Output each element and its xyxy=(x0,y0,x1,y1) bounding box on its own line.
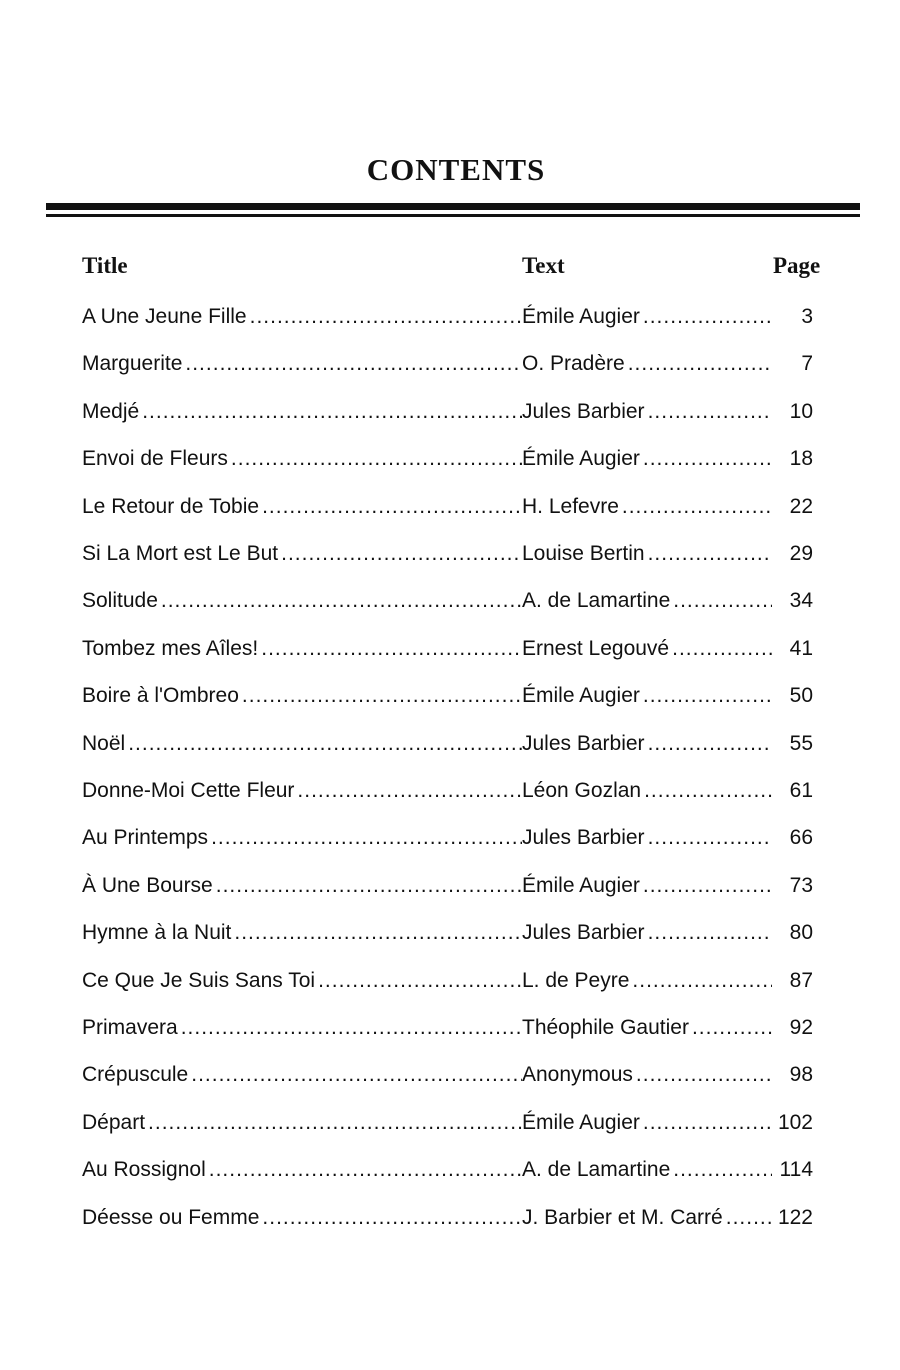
entry-author: O. Pradère xyxy=(522,346,625,382)
entry-title: Au Printemps xyxy=(82,820,208,856)
contents-entry xyxy=(0,820,900,856)
contents-entry xyxy=(0,678,900,714)
entry-author-segment xyxy=(522,1105,772,1141)
entry-title: A Une Jeune Fille xyxy=(82,299,247,335)
dot-leader xyxy=(629,963,772,999)
contents-entry xyxy=(0,1105,900,1141)
dot-leader xyxy=(145,1105,522,1141)
entry-title: Départ xyxy=(82,1105,145,1141)
entry-title-segment xyxy=(82,1152,522,1188)
dot-leader xyxy=(315,963,522,999)
dot-leader xyxy=(206,1152,522,1188)
entry-title: Le Retour de Tobie xyxy=(82,489,259,525)
entry-author: A. de Lamartine xyxy=(522,1152,670,1188)
dot-leader xyxy=(259,489,522,525)
contents-entry xyxy=(0,346,900,382)
column-header-text: Text xyxy=(522,253,565,278)
entry-page-number: 98 xyxy=(789,1063,813,1087)
entry-page-number: 41 xyxy=(789,636,813,660)
entry-page-number: 80 xyxy=(789,921,813,945)
entry-author: Anonymous xyxy=(522,1057,633,1093)
entry-title: Noël xyxy=(82,726,125,762)
contents-entry xyxy=(0,441,900,477)
dot-leader xyxy=(619,489,772,525)
entry-page-number: 3 xyxy=(801,305,813,328)
entry-page-number: 114 xyxy=(779,1158,813,1182)
entry-title: Donne-Moi Cette Fleur xyxy=(82,773,294,809)
dot-leader xyxy=(231,915,522,951)
contents-entry xyxy=(0,583,900,619)
entry-author-segment xyxy=(522,1057,772,1093)
entry-title-segment xyxy=(82,536,522,572)
dot-leader xyxy=(228,441,522,477)
dot-leader xyxy=(208,820,522,856)
entry-title: Envoi de Fleurs xyxy=(82,441,228,477)
entry-author-segment xyxy=(522,1152,772,1188)
heading-rule-thick xyxy=(46,203,860,210)
entry-title: Primavera xyxy=(82,1010,178,1046)
entry-title-segment xyxy=(82,868,522,904)
column-header-page: Page xyxy=(773,253,821,278)
entry-title-segment xyxy=(82,631,522,667)
entry-page-number: 29 xyxy=(789,542,813,565)
entry-author-segment xyxy=(522,489,772,525)
entry-author: Émile Augier xyxy=(522,299,640,335)
entry-title: Solitude xyxy=(82,583,158,619)
entry-title-segment xyxy=(82,394,522,430)
column-header-title: Title xyxy=(82,253,128,278)
entry-title-segment xyxy=(82,1010,522,1046)
entry-page-number: 7 xyxy=(801,352,813,376)
entry-author-segment xyxy=(522,678,772,714)
entry-title-segment xyxy=(82,1200,522,1236)
entry-author-segment xyxy=(522,1200,772,1236)
entry-author: L. de Peyre xyxy=(522,963,629,999)
entry-author-segment xyxy=(522,299,772,335)
entry-author: H. Lefevre xyxy=(522,489,619,525)
entry-page-number: 10 xyxy=(789,399,813,423)
entry-author: A. de Lamartine xyxy=(522,583,670,619)
entry-title: Hymne à la Nuit xyxy=(82,915,231,951)
entry-author-segment xyxy=(522,915,772,951)
entry-title: Si La Mort est Le But xyxy=(82,536,278,572)
entry-author: Jules Barbier xyxy=(522,726,645,762)
contents-entry xyxy=(0,631,900,667)
contents-entry xyxy=(0,1010,900,1046)
entry-page-number: 55 xyxy=(789,731,813,755)
entry-author: J. Barbier et M. Carré xyxy=(522,1200,723,1236)
contents-entry xyxy=(0,726,900,762)
entry-title: Au Rossignol xyxy=(82,1152,206,1188)
dot-leader xyxy=(213,868,522,904)
entry-title-segment xyxy=(82,489,522,525)
entry-title-segment xyxy=(82,299,522,335)
dot-leader xyxy=(239,678,522,714)
entry-title-segment xyxy=(82,963,522,999)
heading-rule-thin xyxy=(46,214,860,217)
entry-page-number: 73 xyxy=(789,873,813,897)
entry-page-number: 61 xyxy=(789,779,813,802)
entry-author: Louise Bertin xyxy=(522,536,645,572)
entry-page-number: 66 xyxy=(789,826,813,850)
entry-author-segment xyxy=(522,441,772,477)
entry-title-segment xyxy=(82,726,522,762)
contents-entry xyxy=(0,1200,900,1236)
dot-leader xyxy=(125,726,522,762)
contents-entry xyxy=(0,1057,900,1093)
entry-author: Théophile Gautier xyxy=(522,1010,689,1046)
entry-page-number: 22 xyxy=(789,494,813,518)
column-header-row xyxy=(0,253,900,287)
entry-author: Jules Barbier xyxy=(522,915,645,951)
entry-page-number: 92 xyxy=(789,1016,813,1039)
dot-leader xyxy=(625,346,772,382)
entry-author-segment xyxy=(522,631,772,667)
entry-title-segment xyxy=(82,678,522,714)
entry-page-number: 34 xyxy=(789,589,813,613)
entry-page-number: 122 xyxy=(777,1205,813,1229)
entry-title-segment xyxy=(82,441,522,477)
entry-title: Déesse ou Femme xyxy=(82,1200,259,1236)
entry-author: Émile Augier xyxy=(522,1105,640,1141)
dot-leader xyxy=(258,631,522,667)
entry-title: Marguerite xyxy=(82,346,182,382)
entry-author: Émile Augier xyxy=(522,868,640,904)
entry-title-segment xyxy=(82,773,522,809)
contents-entry xyxy=(0,963,900,999)
entry-title-segment xyxy=(82,583,522,619)
entry-title-segment xyxy=(82,346,522,382)
dot-leader xyxy=(139,394,522,430)
entry-author-segment xyxy=(522,536,772,572)
entry-page-number: 50 xyxy=(789,684,813,708)
dot-leader xyxy=(178,1010,522,1046)
dot-leader xyxy=(278,536,522,572)
entry-title-segment xyxy=(82,915,522,951)
entry-author-segment xyxy=(522,346,772,382)
dot-leader xyxy=(182,346,522,382)
dot-leader xyxy=(294,773,522,809)
contents-entry xyxy=(0,1152,900,1188)
entry-page-number: 18 xyxy=(789,447,813,471)
entry-author-segment xyxy=(522,1010,772,1046)
contents-entry xyxy=(0,536,900,572)
entry-title: Tombez mes Aîles! xyxy=(82,631,258,667)
entry-author: Léon Gozlan xyxy=(522,773,641,809)
entry-author: Émile Augier xyxy=(522,678,640,714)
entry-author-segment xyxy=(522,820,772,856)
entry-title: Medjé xyxy=(82,394,139,430)
entry-author-segment xyxy=(522,726,772,762)
contents-entry xyxy=(0,299,900,335)
entry-title-segment xyxy=(82,1057,522,1093)
page-title: CONTENTS xyxy=(366,152,546,187)
entry-page-number: 87 xyxy=(789,968,813,992)
contents-entry xyxy=(0,489,900,525)
entry-title: À Une Bourse xyxy=(82,868,213,904)
dot-leader xyxy=(158,583,522,619)
entry-author-segment xyxy=(522,773,772,809)
entry-author: Jules Barbier xyxy=(522,394,645,430)
entry-title-segment xyxy=(82,1105,522,1141)
entry-author: Jules Barbier xyxy=(522,820,645,856)
entry-title: Ce Que Je Suis Sans Toi xyxy=(82,963,315,999)
contents-entry xyxy=(0,773,900,809)
entry-title-segment xyxy=(82,820,522,856)
contents-entry xyxy=(0,394,900,430)
entry-title: Crépuscule xyxy=(82,1057,188,1093)
contents-entry xyxy=(0,915,900,951)
contents-entry xyxy=(0,868,900,904)
dot-leader xyxy=(188,1057,522,1093)
dot-leader xyxy=(633,1057,772,1093)
entry-author: Ernest Legouvé xyxy=(522,631,669,667)
entry-author-segment xyxy=(522,963,772,999)
entry-page-number: 102 xyxy=(777,1110,813,1134)
entry-title: Boire à l'Ombreo xyxy=(82,678,239,714)
entry-author-segment xyxy=(522,868,772,904)
dot-leader xyxy=(247,299,522,335)
dot-leader xyxy=(259,1200,522,1236)
entry-author-segment xyxy=(522,394,772,430)
entry-author: Émile Augier xyxy=(522,441,640,477)
entry-author-segment xyxy=(522,583,772,619)
